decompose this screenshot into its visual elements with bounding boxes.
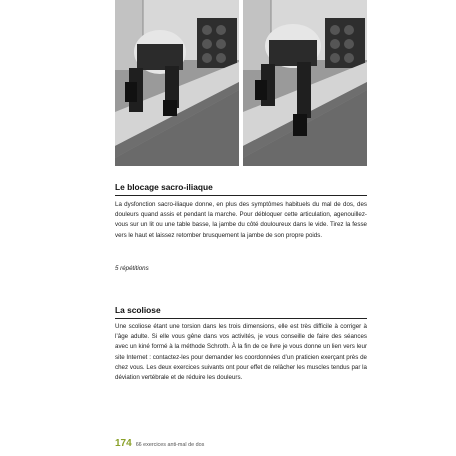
page-number: 174 <box>115 438 132 449</box>
page-footer <box>115 438 204 452</box>
section-divider <box>115 195 367 196</box>
section-title-sacro-iliaque: Le blocage sacro-iliaque <box>115 182 213 192</box>
photo-kneeling-leg-dropped <box>243 0 367 166</box>
book-title: 66 exercices anti-mal de dos <box>135 442 205 448</box>
paragraph-sacro-iliaque: La dysfonction sacro-iliaque donne, en plus des symptômes habituels du mal de dos, des douleurs quand assis et pendant la marche. Pour débloquer cette articulation, agenouillez-vous sur un lit ou une table basse, la jambe du côté douloureux dans le vide. Tirez la fesse vers le haut et laissez retomber brusquement la jambe de son propre poids. <box>115 201 367 239</box>
repetitions-note: 5 répétitions <box>115 265 149 272</box>
section-divider <box>115 318 367 319</box>
exercise-photos <box>115 0 367 166</box>
photo-kneeling-start-illustration <box>115 0 239 166</box>
photo-kneeling-start <box>115 0 239 166</box>
section-title-scoliose: La scoliose <box>115 305 161 315</box>
photo-kneeling-leg-dropped-illustration <box>243 0 367 166</box>
paragraph-scoliose: Une scoliose étant une torsion dans les trois dimensions, elle est très difficile à corriger à l’âge adulte. Si elle vous gêne dans vos activités, je vous conseille de faire des séances avec un kiné formé à la méthode Schroth. À la fin de ce livre je vous donne un lien vers leur site Internet : contactez-les pour demander les coordonnées d’un praticien exerçant près de chez vous. Les deux exercices suivants ont pour effet de relâcher les muscles tendus par la déviation vertébrale et de réduire les douleurs. <box>115 323 367 382</box>
